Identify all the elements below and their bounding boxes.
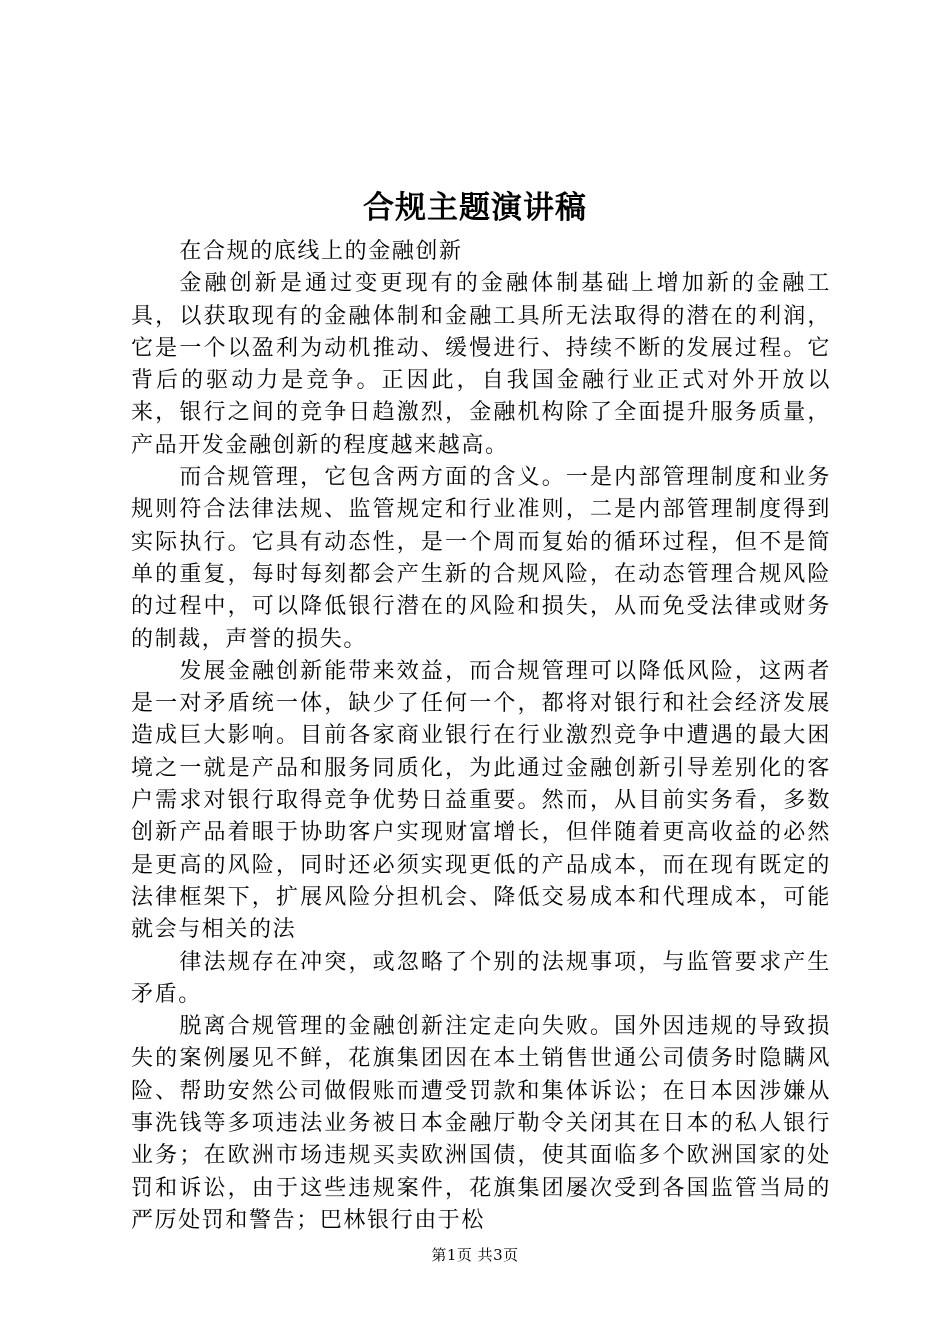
document-title: 合规主题演讲稿 (363, 190, 587, 226)
paragraph: 金融创新是通过变更现有的金融体制基础上增加新的金融工具，以获取现有的金融体制和金融工具所无法取得的潜在的利润，它是一个以盈利为动机推动、缓慢进行、持续不断的发展过程。它背后的驱动力是竞争。正因此，自我国金融行业正式对外开放以来，银行之间的竞争日趋激烈，金融机构除了全面提升服务质量，产品开发金融创新的程度越来越高。 (131, 271, 831, 458)
paragraph: 而合规管理，它包含两方面的含义。一是内部管理制度和业务规则符合法律法规、监管规定和行业准则，二是内部管理制度得到实际执行。它具有动态性，是一个周而复始的循环过程，但不是简单的重复，每时每刻都会产生新的合规风险，在动态管理合规风险的过程中，可以降低银行潜在的风险和损失，从而免受法律或财务的制裁，声誉的损失。 (131, 465, 831, 652)
paragraph: 发展金融创新能带来效益，而合规管理可以降低风险，这两者是一对矛盾统一体，缺少了任何一个，都将对银行和社会经济发展造成巨大影响。目前各家商业银行在行业激烈竞争中遭遇的最大困境之一就是产品和服务同质化，为此通过金融创新引导差别化的客户需求对银行取得竞争优势日益重要。然而，从目前实务看，多数创新产品着眼于协助客户实现财富增长，但伴随着更高收益的必然是更高的风险，同时还必须实现更低的产品成本，而在现有既定的法律框架下，扩展风险分担机会、降低交易成本和代理成本，可能就会与相关的法 (131, 658, 831, 943)
page-number-footer: 第1页 共3页 (431, 1246, 519, 1264)
paragraph: 律法规存在冲突，或忽略了个别的法规事项，与监管要求产生矛盾。 (131, 949, 831, 1007)
paragraph: 脱离合规管理的金融创新注定走向失败。国外因违规的导致损失的案例屡见不鲜，花旗集团因在本土销售世通公司债务时隐瞒风险、帮助安然公司做假账而遭受罚款和集体诉讼；在日本因涉嫌从事洗钱等多项违法业务被日本金融厅勒令关闭其在日本的私人银行业务；在欧洲市场违规买卖欧洲国债，使其面临多个欧洲国家的处罚和诉讼，由于这些违规案件，花旗集团屡次受到各国监管当局的严厉处罚和警告；巴林银行由于松 (131, 1014, 831, 1233)
document-subtitle: 在合规的底线上的金融创新 (179, 239, 463, 264)
document-body (131, 236, 831, 1237)
